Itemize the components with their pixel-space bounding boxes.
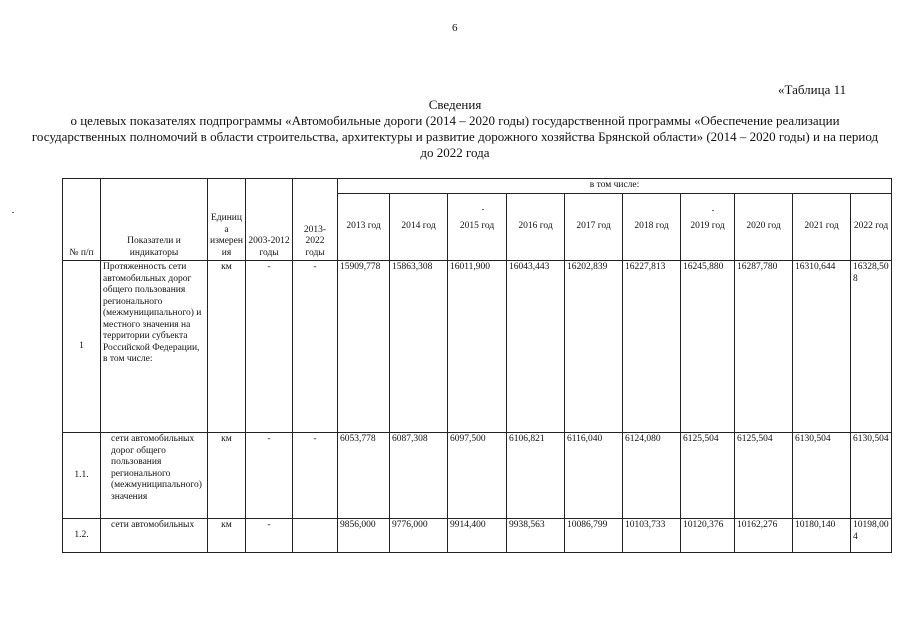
table-row (63, 433, 892, 519)
row-value: 6053,778 (338, 433, 390, 519)
table-row (63, 261, 892, 433)
row-value: 15863,308 (390, 261, 448, 433)
row-value: 15909,778 (338, 261, 390, 433)
row-value: 16043,443 (507, 261, 565, 433)
row-value: 9856,000 (338, 519, 390, 553)
header-year: 2020 год (735, 194, 793, 261)
row-value: 10120,376 (681, 519, 735, 553)
header-year: 2014 год (390, 194, 448, 261)
row-value: 10162,276 (735, 519, 793, 553)
page-number: 6 (452, 22, 458, 34)
row-unit: км (208, 519, 246, 553)
header-year: 2017 год (565, 194, 623, 261)
row-value: 9938,563 (507, 519, 565, 553)
row-num: 1.1. (63, 433, 101, 519)
row-value: 16227,813 (623, 261, 681, 433)
row-indicator: сети автомобильных дорог общего пользования регионального (межмуниципального) значения (101, 433, 208, 519)
row-value: 6106,821 (507, 433, 565, 519)
row-unit: км (208, 433, 246, 519)
row-period-2013-2022 (293, 519, 338, 553)
table-label: «Таблица 11 (778, 82, 847, 97)
header-year: 2022 год (851, 194, 892, 261)
row-value: 16245,880 (681, 261, 735, 433)
header-year: 2021 год (793, 194, 851, 261)
row-value: 6124,080 (623, 433, 681, 519)
row-unit: км (208, 261, 246, 433)
row-value: 10086,799 (565, 519, 623, 553)
row-value: 16287,780 (735, 261, 793, 433)
row-value: 6130,504 (851, 433, 892, 519)
header-year: 2018 год (623, 194, 681, 261)
header-including: в том числе: (338, 179, 892, 194)
header-year: 2016 год (507, 194, 565, 261)
row-value: 9914,400 (448, 519, 507, 553)
row-period-2003-2012: - (246, 433, 293, 519)
row-value: 16202,839 (565, 261, 623, 433)
row-value: 10198,004 (851, 519, 892, 553)
header-year: 2019 год (681, 194, 735, 261)
row-value: 6130,504 (793, 433, 851, 519)
header-year: 2015 год (448, 194, 507, 261)
row-value: 6116,040 (565, 433, 623, 519)
header-period-2013-2022: 2013-2022 годы (293, 179, 338, 261)
table-row (63, 519, 892, 553)
header-row (63, 179, 892, 194)
row-value: 6087,308 (390, 433, 448, 519)
row-period-2013-2022: - (293, 261, 338, 433)
row-value: 10103,733 (623, 519, 681, 553)
row-value: 6125,504 (681, 433, 735, 519)
row-period-2003-2012: - (246, 519, 293, 553)
row-value: 6125,504 (735, 433, 793, 519)
row-indicator: сети автомобильных (101, 519, 208, 553)
row-value: 16328,508 (851, 261, 892, 433)
row-num: 1 (63, 261, 101, 433)
scan-speck (12, 212, 14, 213)
header-year: 2013 год (338, 194, 390, 261)
header-indicator: Показатели и индикаторы (101, 179, 208, 261)
heading-subtitle: о целевых показателях подпрограммы «Автомобильные дороги (2014 – 2020 годы) государственной программы «Обеспечение реализации государственных полномочий в области строительства, архитектуры и развитие дорожного хозяйства Брянской области» (2014 – 2020 годы) и на период до 2022 года (31, 113, 879, 160)
row-value: 10180,140 (793, 519, 851, 553)
indicators-table (62, 178, 892, 553)
row-value: 9776,000 (390, 519, 448, 553)
header-unit: Единица измерения (208, 179, 246, 261)
row-value: 16011,900 (448, 261, 507, 433)
row-num: 1.2. (63, 519, 101, 553)
header-num: № п/п (63, 179, 101, 261)
row-period-2013-2022: - (293, 433, 338, 519)
header-period-2003-2012: 2003-2012 годы (246, 179, 293, 261)
row-indicator: Протяженность сети автомобильных дорог общего пользования регионального (межмуниципального) и местного значения на территории субъекта Российской Федерации, в том числе: (101, 261, 208, 433)
row-value: 6097,500 (448, 433, 507, 519)
row-value: 16310,644 (793, 261, 851, 433)
row-period-2003-2012: - (246, 261, 293, 433)
heading-title: Сведения (428, 97, 482, 112)
